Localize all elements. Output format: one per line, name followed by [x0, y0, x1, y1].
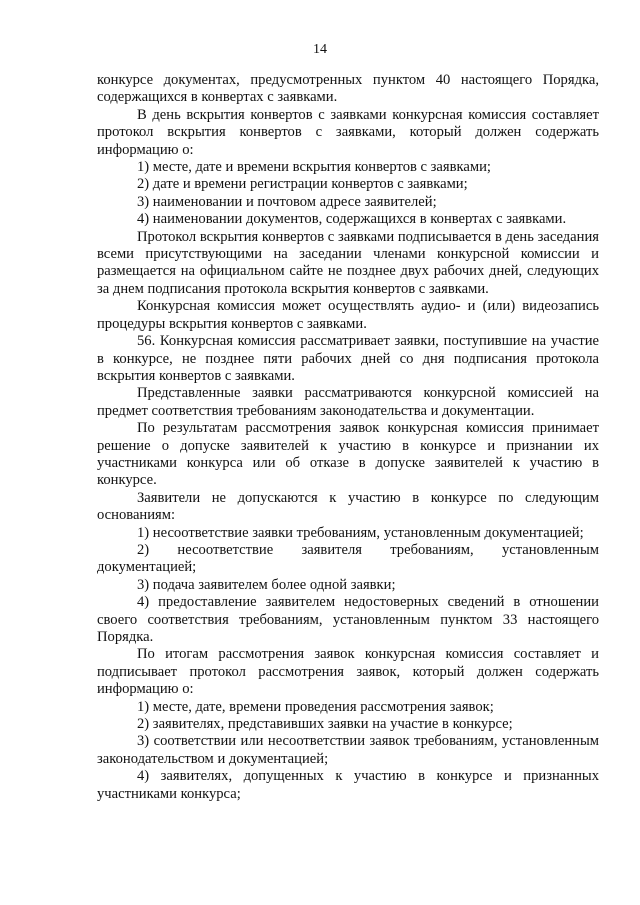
list-item: 2) заявителях, представивших заявки на участие в конкурсе;	[137, 716, 513, 733]
list-item: 3) соответствии или несоответствии заявок требованиям, установленным законодательством и документацией;	[97, 733, 599, 767]
paragraph-opening-protocol: В день вскрытия конвертов с заявками конкурсная комиссия составляет протокол вскрытия конвертов с заявками, который должен содержать информацию о:	[97, 106, 599, 158]
page-number: 14	[313, 42, 327, 57]
paragraph-review-protocol: По итогам рассмотрения заявок конкурсная комиссия составляет и подписывает протокол рассмотрения заявок, который должен содержать информацию о:	[97, 646, 599, 698]
list-item: 2) несоответствие заявителя требованиям, установленным документацией;	[97, 541, 599, 576]
paragraph-decision: По результатам рассмотрения заявок конкурсная комиссия принимает решение о допуске заявителей к участию в конкурсе и признании их участниками конкурса или об отказе в допуске заявителей к участию в конкурсе.	[97, 420, 599, 489]
paragraph-point-56: 56. Конкурсная комиссия рассматривает заявки, поступившие на участие в конкурсе, не позднее пяти рабочих дней со дня подписания протокола вскрытия конвертов с заявками.	[97, 333, 599, 384]
page-body	[97, 72, 599, 803]
paragraph-rejection-grounds: Заявители не допускаются к участию в конкурсе по следующим основаниям:	[97, 489, 599, 524]
list-item: 1) месте, дате, времени проведения рассмотрения заявок;	[137, 698, 494, 715]
paragraph-continuation: конкурсе документах, предусмотренных пунктом 40 настоящего Порядка, содержащихся в конвертах с заявками.	[97, 72, 599, 106]
list-item: 3) наименовании и почтовом адресе заявителей;	[137, 193, 437, 210]
list-item: 4) предоставление заявителем недостоверных сведений в отношении своего соответствия требованиям, установленным пунктом 33 настоящего Порядка.	[97, 594, 599, 645]
paragraph-protocol-signing: Протокол вскрытия конвертов с заявками подписывается в день заседания всеми присутствующими на заседании членами конкурсной комиссии и размещается на официальном сайте не позднее двух рабочих дней, следующих за днем подписания протокола вскрытия конвертов с заявками.	[97, 228, 599, 297]
list-item: 3) подача заявителем более одной заявки;	[137, 576, 396, 593]
list-item: 2) дате и времени регистрации конвертов с заявками;	[137, 176, 468, 193]
list-item: 4) наименовании документов, содержащихся в конвертах с заявками.	[137, 211, 567, 228]
paragraph-review: Представленные заявки рассматриваются конкурсной комиссией на предмет соответствия требованиям законодательства и документации.	[97, 385, 599, 419]
list-item: 1) несоответствие заявки требованиям, установленным документацией;	[137, 524, 584, 541]
paragraph-recording: Конкурсная комиссия может осуществлять аудио- и (или) видеозапись процедуры вскрытия конвертов с заявками.	[97, 298, 599, 332]
list-item: 1) месте, дате и времени вскрытия конвертов с заявками;	[137, 159, 491, 176]
list-item: 4) заявителях, допущенных к участию в конкурсе и признанных участниками конкурса;	[97, 768, 599, 802]
